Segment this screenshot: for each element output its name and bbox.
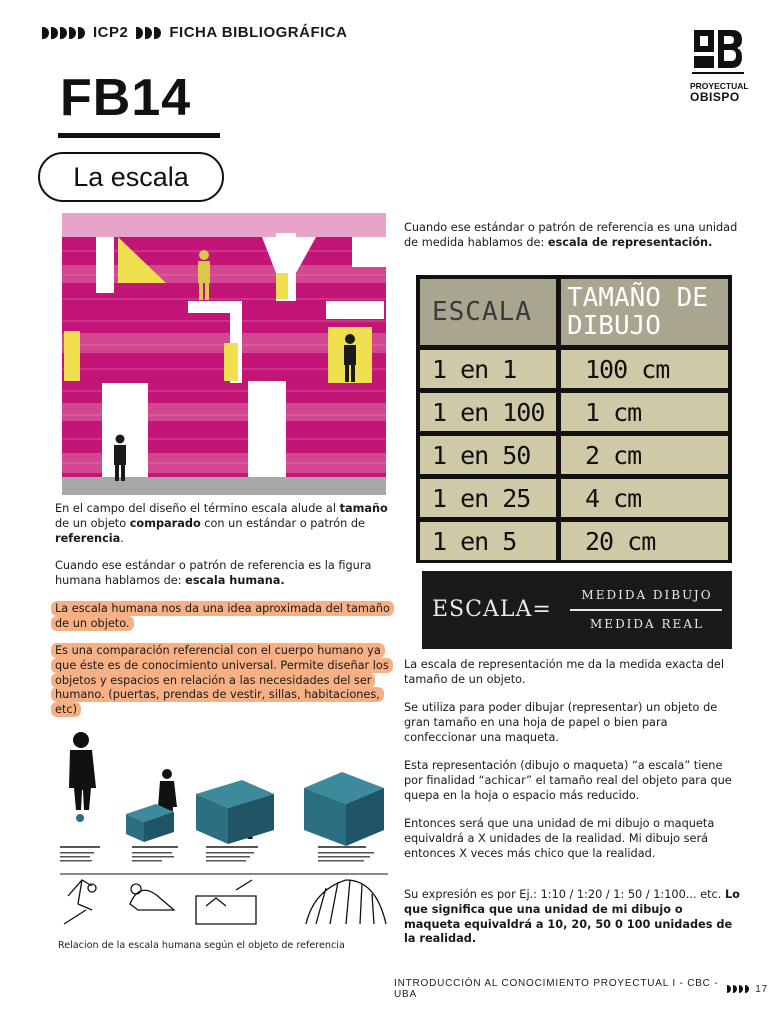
scale-formula [422, 571, 732, 649]
right-paragraph-3: Esta representación (dibujo o maqueta) “a escala” tiene por finalidad “achicar” el tamaño real del objeto para que quepa en la hoja o espacio más reducido. [404, 759, 732, 802]
chevrons-icon [136, 27, 161, 39]
fraction-bar [570, 609, 722, 611]
left-paragraph-2 [55, 559, 393, 589]
size-cell: 4 cm [561, 479, 728, 517]
logo-line-2: OBISPO [690, 90, 740, 104]
text-span: En el campo del diseño el término escala alude al [55, 502, 340, 515]
bold-span: Lo que significa que una unidad de mi dibujo o maqueta equivaldrá a 10, 20, 50 0 100 unidades de la realidad. [404, 888, 740, 946]
sheet-code: FB14 [60, 69, 192, 127]
table-row [420, 522, 728, 560]
left-paragraph-3 [51, 602, 401, 632]
right-paragraph-4: Entonces será que una unidad de mi dibujo o maqueta equivaldrá a X unidades de la realidad. Mi dibujo será entonces X veces más chico que la realidad. [404, 817, 715, 860]
right-paragraph-2: Se utiliza para poder dibujar (representar) un objeto de gran tamaño en una hoja de papel o bien para confeccionar una maqueta. [404, 701, 718, 744]
scale-cell: 1 en 1 [420, 350, 556, 388]
logo-text [690, 82, 750, 104]
chevrons-icon [42, 27, 85, 39]
table-row [420, 479, 728, 517]
text-span: . [120, 531, 124, 545]
logo-mark-icon [690, 28, 744, 78]
table-row [420, 350, 728, 388]
formula-denominator: MEDIDA REAL [590, 617, 704, 631]
right-paragraph-1: La escala de representación me da la medida exacta del tamaño de un objeto. [404, 658, 724, 686]
bold-span: tamaño [339, 502, 388, 515]
scale-comparison-illustration [60, 728, 388, 938]
bold-span: escala humana. [185, 573, 285, 587]
page-number: 17 [755, 983, 768, 995]
course-code: ICP2 [93, 24, 129, 41]
table-header-row [420, 279, 728, 345]
chevrons-icon [727, 985, 749, 993]
size-cell: 20 cm [561, 522, 728, 560]
left-paragraph-4 [51, 644, 401, 718]
highlighted-text: La escala humana nos da una idea aproximada del tamaño de un objeto. [51, 601, 394, 631]
scale-table [416, 275, 732, 563]
text-span: Cuando ese estándar o patrón de referencia es una unidad de medida hablamos de: [404, 221, 738, 249]
page-footer [394, 978, 768, 1000]
formula-numerator: MEDIDA DIBUJO [581, 588, 713, 602]
right-paragraph-5 [404, 888, 742, 947]
header-label: FICHA BIBLIOGRÁFICA [169, 24, 348, 41]
right-intro [404, 221, 738, 251]
bold-span: referencia [55, 531, 121, 545]
left-paragraph-1 [55, 502, 393, 546]
table-row [420, 436, 728, 474]
formula-lhs: ESCALA= [432, 597, 552, 622]
logo-line-1: PROYECTUAL [690, 81, 749, 91]
text-span: Cuando ese estándar o patrón de referencia es la figura humana hablamos de: [55, 559, 372, 587]
size-cell: 100 cm [561, 350, 728, 388]
header-bar [42, 24, 347, 41]
table-row [420, 393, 728, 431]
highlighted-text: Es una comparación referencial con el cuerpo humano ya que éste es de conocimiento universal. Permite diseñar los objetos y espacios en relación a las necesidades del ser humano. (puertas, prendas de vestir, sillas, habitaciones, etc) [51, 643, 393, 717]
scale-cell: 1 en 25 [420, 479, 556, 517]
text-span: con un estándar o patrón de [200, 516, 365, 530]
human-scale-illustration [62, 213, 386, 495]
header-cell-size: TAMAÑO DE DIBUJO [561, 279, 728, 345]
title-underline [58, 133, 220, 138]
logo [690, 28, 750, 104]
bold-span: escala de representación. [547, 235, 713, 249]
header-cell-scale: ESCALA [420, 279, 556, 345]
page-title: La escala [38, 152, 224, 202]
text-span: de un objeto [55, 516, 130, 530]
size-cell: 1 cm [561, 393, 728, 431]
scale-cell: 1 en 5 [420, 522, 556, 560]
scale-cell: 1 en 50 [420, 436, 556, 474]
footer-text: INTRODUCCIÓN AL CONOCIMIENTO PROYECTUAL I - CBC - UBA [394, 978, 719, 1000]
size-cell: 2 cm [561, 436, 728, 474]
illustration-caption: Relacion de la escala humana según el objeto de referencia [58, 940, 345, 951]
text-span: Su expresión es por Ej.: 1:10 / 1:20 / 1: 50 / 1:100... etc. [404, 888, 725, 901]
scale-cell: 1 en 100 [420, 393, 556, 431]
bold-span: comparado [129, 516, 201, 530]
